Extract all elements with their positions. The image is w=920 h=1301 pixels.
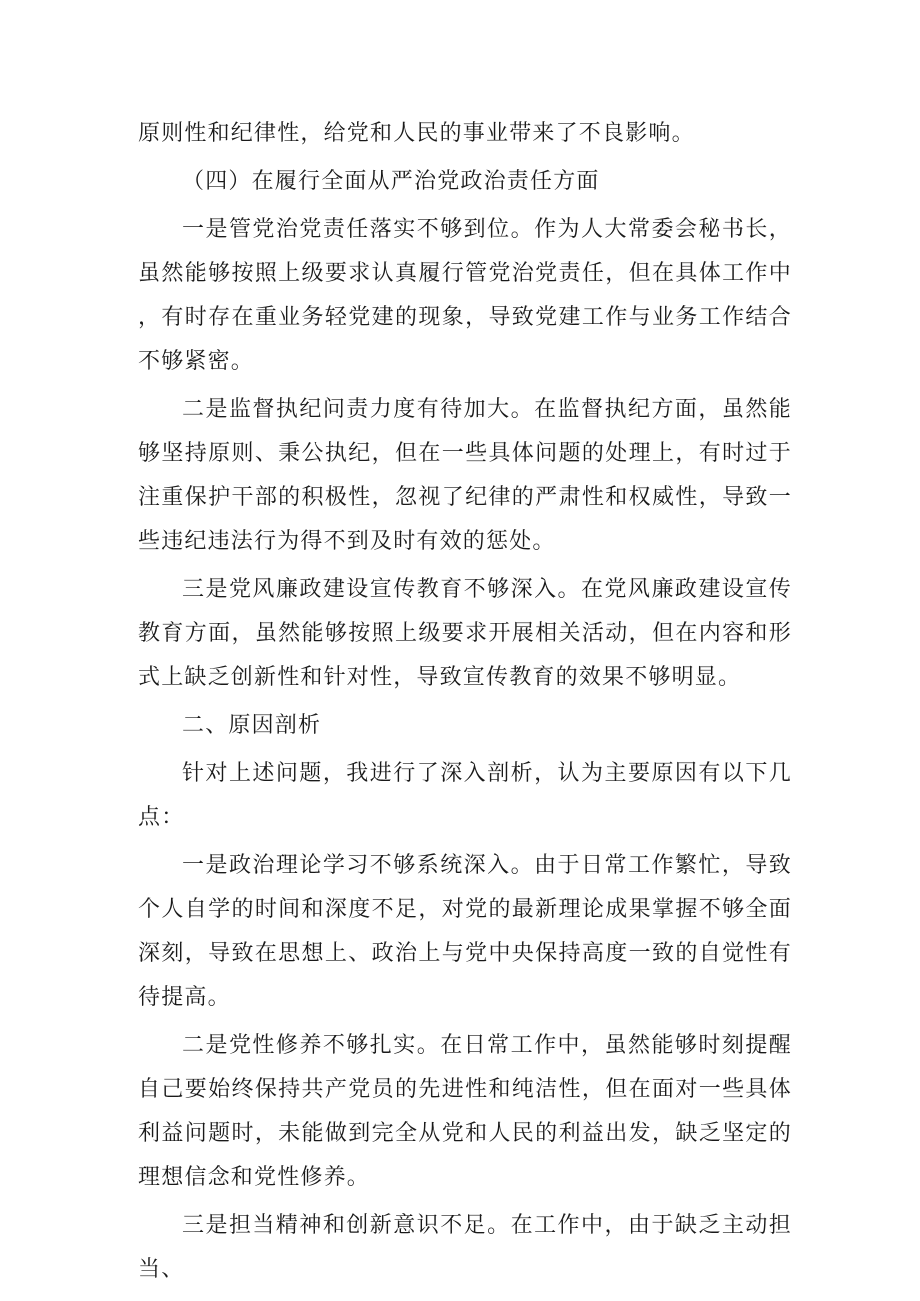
paragraph-party-spirit: 二是党性修养不够扎实。在日常工作中，虽然能够时刻提醒自己要始终保持共产党员的先进性和纯洁性，但在面对一些具体利益问题时，未能做到完全从党和人民的利益出发，缺乏坚定的理想信念和党性修养。 <box>138 1033 792 1190</box>
paragraph-responsibility: 一是管党治党责任落实不够到位。作为人大常委会秘书长，虽然能够按照上级要求认真履行管党治党责任，但在具体工作中，有时存在重业务轻党建的现象，导致党建工作与业务工作结合不够紧密。 <box>138 217 792 374</box>
paragraph-supervision: 二是监督执纪问责力度有待加大。在监督执纪方面，虽然能够坚持原则、秉公执纪，但在一些具体问题的处理上，有时过于注重保护干部的积极性，忽视了纪律的严肃性和权威性，导致一些违纪违法行为得不到及时有效的惩处。 <box>138 397 792 554</box>
document-body <box>138 112 792 1292</box>
paragraph-theory-study: 一是政治理论学习不够系统深入。由于日常工作繁忙，导致个人自学的时间和深度不足，对党的最新理论成果掌握不够全面深刻，导致在思想上、政治上与党中央保持高度一致的自觉性有待提高。 <box>138 853 792 1010</box>
paragraph-analysis-intro: 针对上述问题，我进行了深入剖析，认为主要原因有以下几点： <box>138 761 792 830</box>
paragraph-education: 三是党风廉政建设宣传教育不够深入。在党风廉政建设宣传教育方面，虽然能够按照上级要求开展相关活动，但在内容和形式上缺乏创新性和针对性，导致宣传教育的效果不够明显。 <box>138 577 792 690</box>
paragraph-continuation: 原则性和纪律性，给党和人民的事业带来了不良影响。 <box>138 121 695 146</box>
section-heading-cause-analysis: 二、原因剖析 <box>182 713 322 738</box>
paragraph-responsibility-innovation: 三是担当精神和创新意识不足。在工作中，由于缺乏主动担当、 <box>138 1213 792 1282</box>
section-heading-four: （四）在履行全面从严治党政治责任方面 <box>182 169 600 194</box>
